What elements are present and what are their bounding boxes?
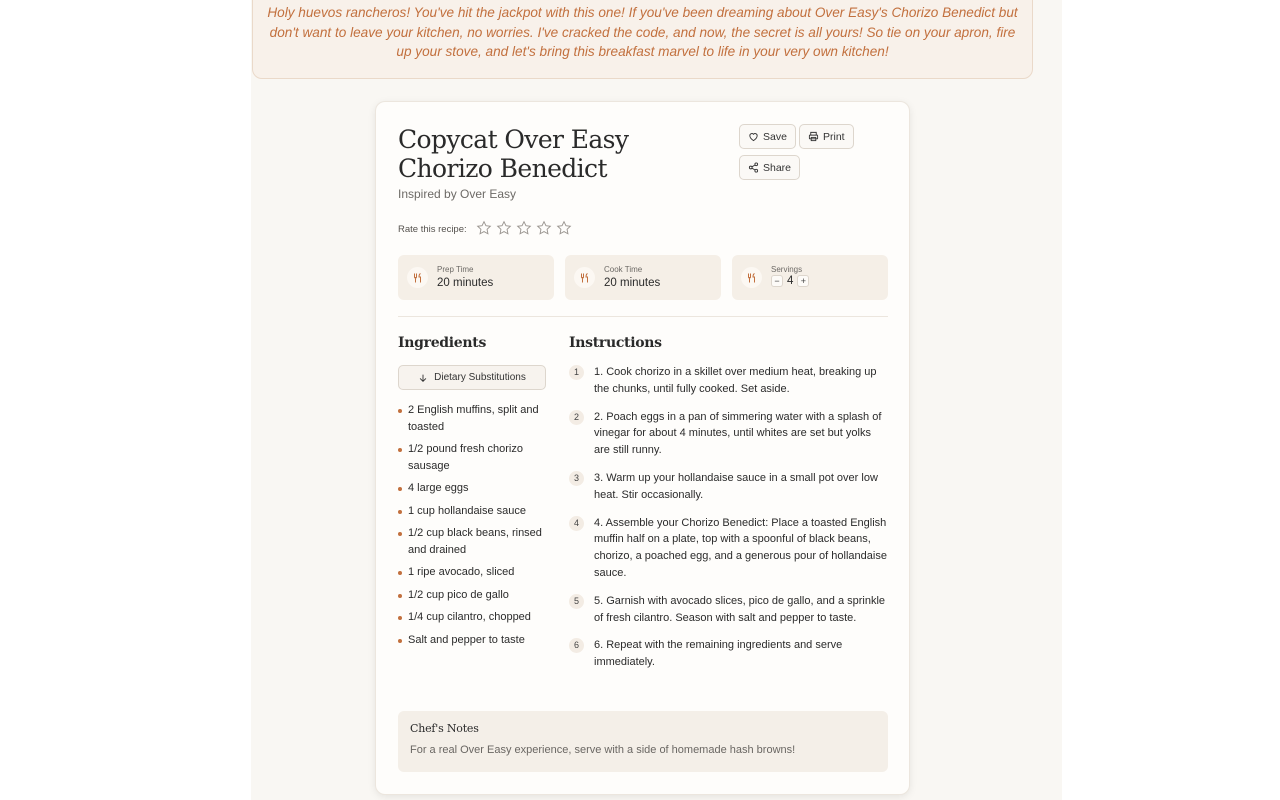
increase-servings-button[interactable]: +	[797, 275, 809, 287]
chefs-notes	[398, 711, 888, 772]
step-number: 5	[569, 594, 584, 609]
save-label: Save	[763, 130, 787, 143]
ingredients-heading: Ingredients	[398, 335, 487, 351]
instruction-step	[569, 515, 889, 582]
step-number: 2	[569, 410, 584, 425]
ingredients-list	[398, 402, 548, 654]
dietary-substitutions-label: Dietary Substitutions	[434, 372, 526, 383]
save-button[interactable]	[739, 124, 796, 149]
step-text: 5. Garnish with avocado slices, pico de gallo, and a sprinkle of fresh cilantro. Season with salt and pepper to taste.	[594, 594, 886, 624]
ingredient-item: 2 English muffins, split and toasted	[398, 402, 548, 435]
cook-time-label: Cook Time	[604, 265, 643, 274]
utensils-icon	[741, 267, 762, 288]
servings-label: Servings	[771, 265, 803, 274]
instructions-heading: Instructions	[569, 335, 662, 351]
dietary-substitutions-button[interactable]	[398, 365, 546, 390]
utensils-icon	[574, 267, 595, 288]
decrease-servings-button[interactable]: −	[771, 275, 783, 287]
star-icon[interactable]	[536, 220, 552, 236]
instructions-list	[569, 364, 889, 682]
star-icon[interactable]	[556, 220, 572, 236]
step-text: 2. Poach eggs in a pan of simmering water with a splash of vinegar for about 4 minutes, until whites are set but yolks are still runny.	[594, 410, 882, 457]
prep-time-label: Prep Time	[437, 265, 474, 274]
intro-text: Holy huevos rancheros! You've hit the jackpot with this one! If you've been dreaming about Over Easy's Chorizo Benedict but don't want to leave your kitchen, no worries. I've cracked the code, and now, the secret is all yours! So tie on your apron, fire up your stove, and let's bring this breakfast marvel to life in your very own kitchen!	[267, 5, 1018, 59]
instruction-step	[569, 364, 889, 398]
utensils-icon	[407, 267, 428, 288]
step-number: 4	[569, 516, 584, 531]
ingredient-item: 1 ripe avocado, sliced	[398, 564, 548, 581]
share-icon	[748, 162, 759, 173]
prep-time-card	[398, 255, 554, 300]
step-text: 3. Warm up your hollandaise sauce in a small pot over low heat. Stir occasionally.	[594, 471, 878, 501]
arrow-down-icon	[418, 373, 428, 383]
prep-time-value: 20 minutes	[437, 277, 494, 289]
chefs-notes-heading: Chef's Notes	[410, 722, 479, 735]
print-label: Print	[823, 130, 845, 143]
ingredient-item: 1/4 cup cilantro, chopped	[398, 609, 548, 626]
step-number: 6	[569, 638, 584, 653]
chefs-notes-text: For a real Over Easy experience, serve with a side of homemade hash browns!	[410, 744, 796, 756]
cook-time-value: 20 minutes	[604, 277, 661, 289]
recipe-title: Copycat Over Easy Chorizo Benedict	[398, 125, 629, 183]
servings-card	[732, 255, 888, 300]
step-text: 4. Assemble your Chorizo Benedict: Place a toasted English muffin half on a plate, top with a spoonful of black beans, chorizo, a poached egg, and a generous pour of hollandaise sauce.	[594, 516, 887, 579]
ingredient-item: 4 large eggs	[398, 480, 548, 497]
cook-time-card	[565, 255, 721, 300]
ingredient-item: 1 cup hollandaise sauce	[398, 503, 548, 520]
heart-icon	[748, 131, 759, 142]
instruction-step	[569, 637, 889, 671]
ingredient-item: 1/2 cup pico de gallo	[398, 587, 548, 604]
step-number: 1	[569, 365, 584, 380]
rate-label: Rate this recipe:	[398, 224, 467, 235]
star-icon[interactable]	[496, 220, 512, 236]
recipe-subtitle: Inspired by Over Easy	[398, 187, 517, 201]
star-rating[interactable]	[476, 220, 572, 236]
servings-stepper	[771, 275, 809, 287]
star-icon[interactable]	[516, 220, 532, 236]
print-button[interactable]	[799, 124, 854, 149]
share-label: Share	[763, 161, 792, 174]
ingredient-item: 1/2 cup black beans, rinsed and drained	[398, 525, 548, 558]
ingredient-item: Salt and pepper to taste	[398, 632, 548, 649]
intro-banner	[252, 0, 1033, 79]
step-number: 3	[569, 471, 584, 486]
share-button[interactable]	[739, 155, 800, 180]
star-icon[interactable]	[476, 220, 492, 236]
servings-value: 4	[787, 275, 794, 287]
instruction-step	[569, 593, 889, 627]
printer-icon	[808, 131, 819, 142]
instruction-step	[569, 409, 889, 459]
recipe-card	[375, 101, 910, 795]
ingredient-item: 1/2 pound fresh chorizo sausage	[398, 441, 548, 474]
divider	[398, 316, 888, 317]
step-text: 6. Repeat with the remaining ingredients and serve immediately.	[594, 639, 843, 669]
instruction-step	[569, 470, 889, 504]
step-text: 1. Cook chorizo in a skillet over medium heat, breaking up the chunks, until fully cooked. Set aside.	[594, 366, 877, 395]
